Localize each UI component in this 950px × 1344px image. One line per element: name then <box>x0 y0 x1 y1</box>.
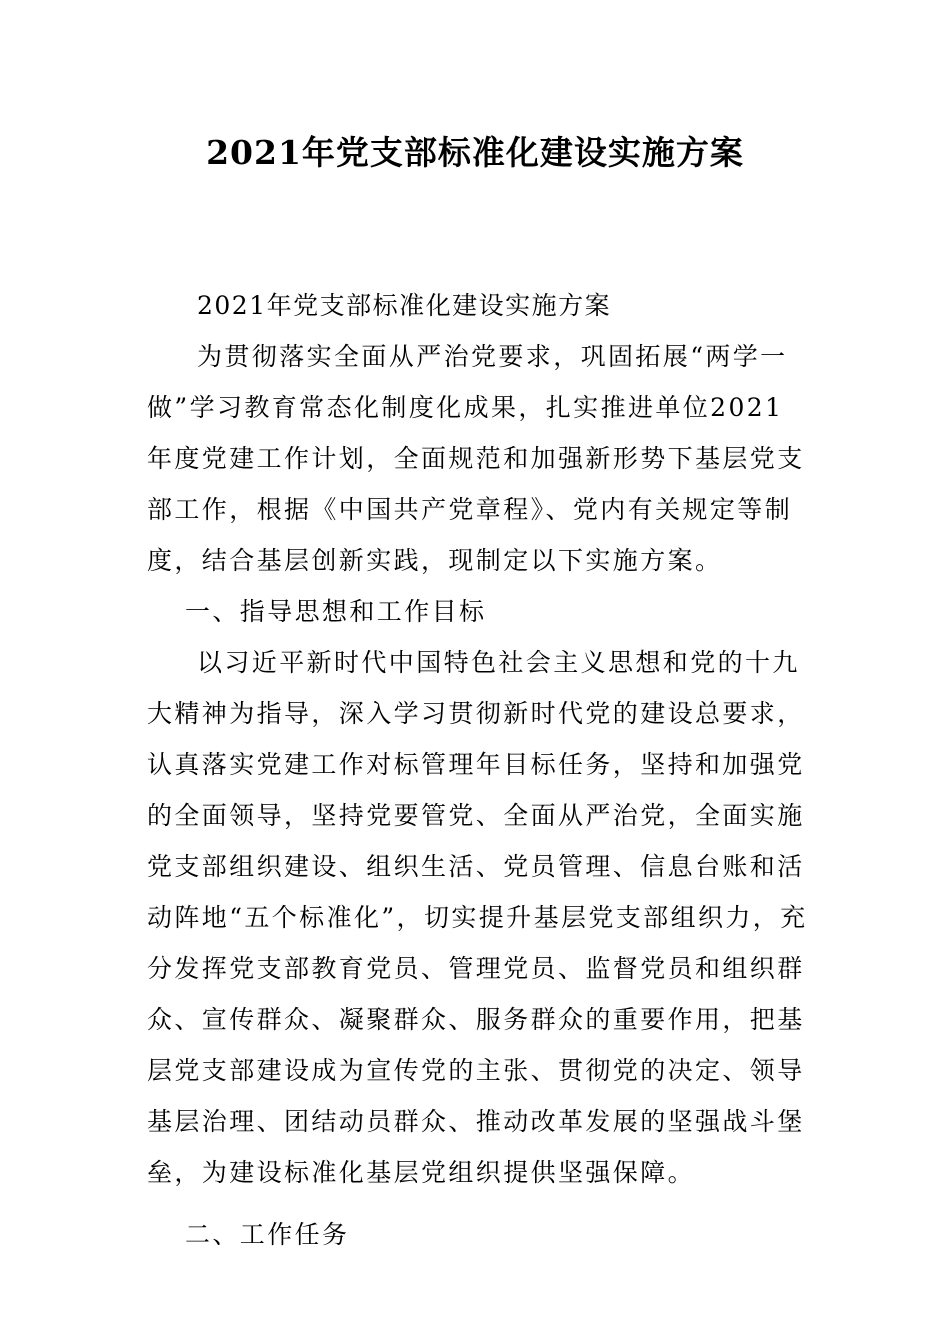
document-body <box>147 280 810 1260</box>
section-1-heading: 一、指导思想和工作目标 <box>185 597 487 626</box>
document-subtitle: 2021年党支部标准化建设实施方案 <box>197 291 612 320</box>
section-2-heading: 二、工作任务 <box>185 1220 350 1249</box>
intro-paragraph: 为贯彻落实全面从严治党要求，巩固拓展“两学一做”学习教育常态化制度化成果，扎实推进单位2021年度党建工作计划，全面规范和加强新形势下基层党支部工作，根据《中国共产党章程》、党内有关规定等制度，结合基层创新实践，现制定以下实施方案。 <box>147 342 805 575</box>
document-title: 2021年党支部标准化建设实施方案 <box>206 133 744 172</box>
section-1-paragraph: 以习近平新时代中国特色社会主义思想和党的十九大精神为指导，深入学习贯彻新时代党的建设总要求，认真落实党建工作对标管理年目标任务，坚持和加强党的全面领导，坚持党要管党、全面从严治党，全面实施党支部组织建设、组织生活、党员管理、信息台账和活动阵地“五个标准化”，切实提升基层党支部组织力，充分发挥党支部教育党员、管理党员、监督党员和组织群众、宣传群众、凝聚群众、服务群众的重要作用，把基层党支部建设成为宣传党的主张、贯彻党的决定、领导基层治理、团结动员群众、推动改革发展的坚强战斗堡垒，为建设标准化基层党组织提供坚强保障。 <box>147 648 808 1187</box>
